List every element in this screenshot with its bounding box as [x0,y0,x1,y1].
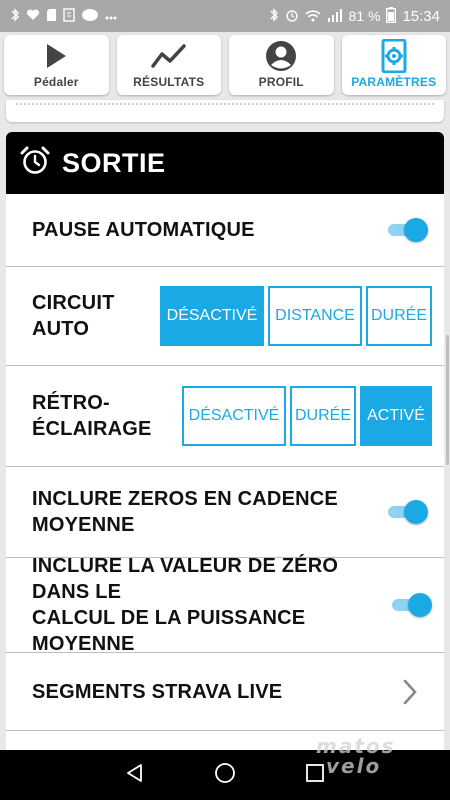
tab-bar [0,32,450,98]
zeros-cadence-label-line1: INCLURE ZEROS EN CADENCE [32,488,338,510]
circuit-auto-distance-button[interactable]: DISTANCE [268,286,362,346]
battery-icon [386,7,396,25]
circuit-auto-row [6,267,444,366]
circuit-auto-label: CIRCUIT AUTO [32,292,115,340]
clock-time: 15:34 [402,7,440,25]
more-dots-icon [105,10,117,22]
play-icon [45,41,67,71]
backlight-off-button[interactable]: DÉSACTIVÉ [182,386,286,446]
zeros-power-toggle[interactable] [390,593,428,617]
zeros-cadence-label [32,486,338,538]
sd-card-icon [46,8,57,24]
zeros-cadence-label-line2: MOYENNE [32,514,135,536]
tab-parametres[interactable] [342,35,447,95]
status-bar [0,0,450,32]
divider [16,103,434,105]
toggle-knob [404,218,428,242]
scrollbar[interactable] [446,335,449,465]
person-icon [265,41,297,71]
backlight-options [182,386,432,446]
zeros-power-label-line2: CALCUL DE LA PUISSANCE MOYENNE [32,607,306,655]
circuit-auto-off-button[interactable]: DÉSACTIVÉ [160,286,264,346]
strava-segments-label: SEGMENTS STRAVA LIVE [32,680,283,703]
alarm-clock-icon [20,146,50,181]
tab-label: PARAMÈTRES [351,75,437,89]
tab-label: Pédaler [33,75,79,89]
backlight-label-line1: RÉTRO- [32,392,110,414]
zeros-cadence-toggle[interactable] [386,500,428,524]
line-chart-icon [151,41,187,71]
toggle-knob [404,500,428,524]
zeros-power-row [6,555,444,655]
auto-pause-toggle[interactable] [386,218,428,242]
tab-label: RÉSULTATS [133,75,205,89]
sortie-section [6,132,444,752]
cell-signal-icon [327,9,343,24]
back-icon[interactable] [125,763,145,788]
watermark-line2: velo [326,754,382,778]
home-icon[interactable] [214,762,236,789]
watermark-line1: matos [316,734,396,758]
backlight-duration-button[interactable]: DURÉE [290,386,356,446]
auto-pause-row [6,194,444,267]
garmin-app-icon [81,8,99,24]
section-header [6,132,444,194]
bluetooth-status-icon [269,8,279,24]
tab-resultats[interactable] [117,35,222,95]
heart-icon [26,9,40,23]
auto-pause-label: PAUSE AUTOMATIQUE [32,219,255,241]
backlight-label-line2: ÉCLAIRAGE [32,418,152,440]
strava-segments-row[interactable] [6,653,444,731]
phone-gear-icon [381,41,407,71]
section-title: SORTIE [62,147,166,178]
tab-profil[interactable] [229,35,334,95]
zeros-cadence-row [6,467,444,558]
circuit-auto-options [160,286,432,346]
watermark-logo [316,736,436,782]
toggle-knob [408,593,432,617]
previous-section-card [6,100,444,122]
circuit-auto-duration-button[interactable]: DURÉE [366,286,432,346]
zeros-power-label-line1: INCLURE LA VALEUR DE ZÉRO DANS LE [32,555,339,603]
alarm-status-icon [285,8,299,24]
tab-pedaler[interactable] [4,35,109,95]
zeros-power-label [32,553,390,657]
bluetooth-icon [10,8,20,24]
chevron-right-icon [400,677,420,707]
battery-percent: 81 % [348,8,381,24]
backlight-on-button[interactable]: ACTIVÉ [360,386,432,446]
tab-label: PROFIL [258,75,304,89]
signal-app-icon [63,8,75,24]
wifi-icon [305,9,321,24]
backlight-row [6,366,444,467]
backlight-label [32,390,152,442]
